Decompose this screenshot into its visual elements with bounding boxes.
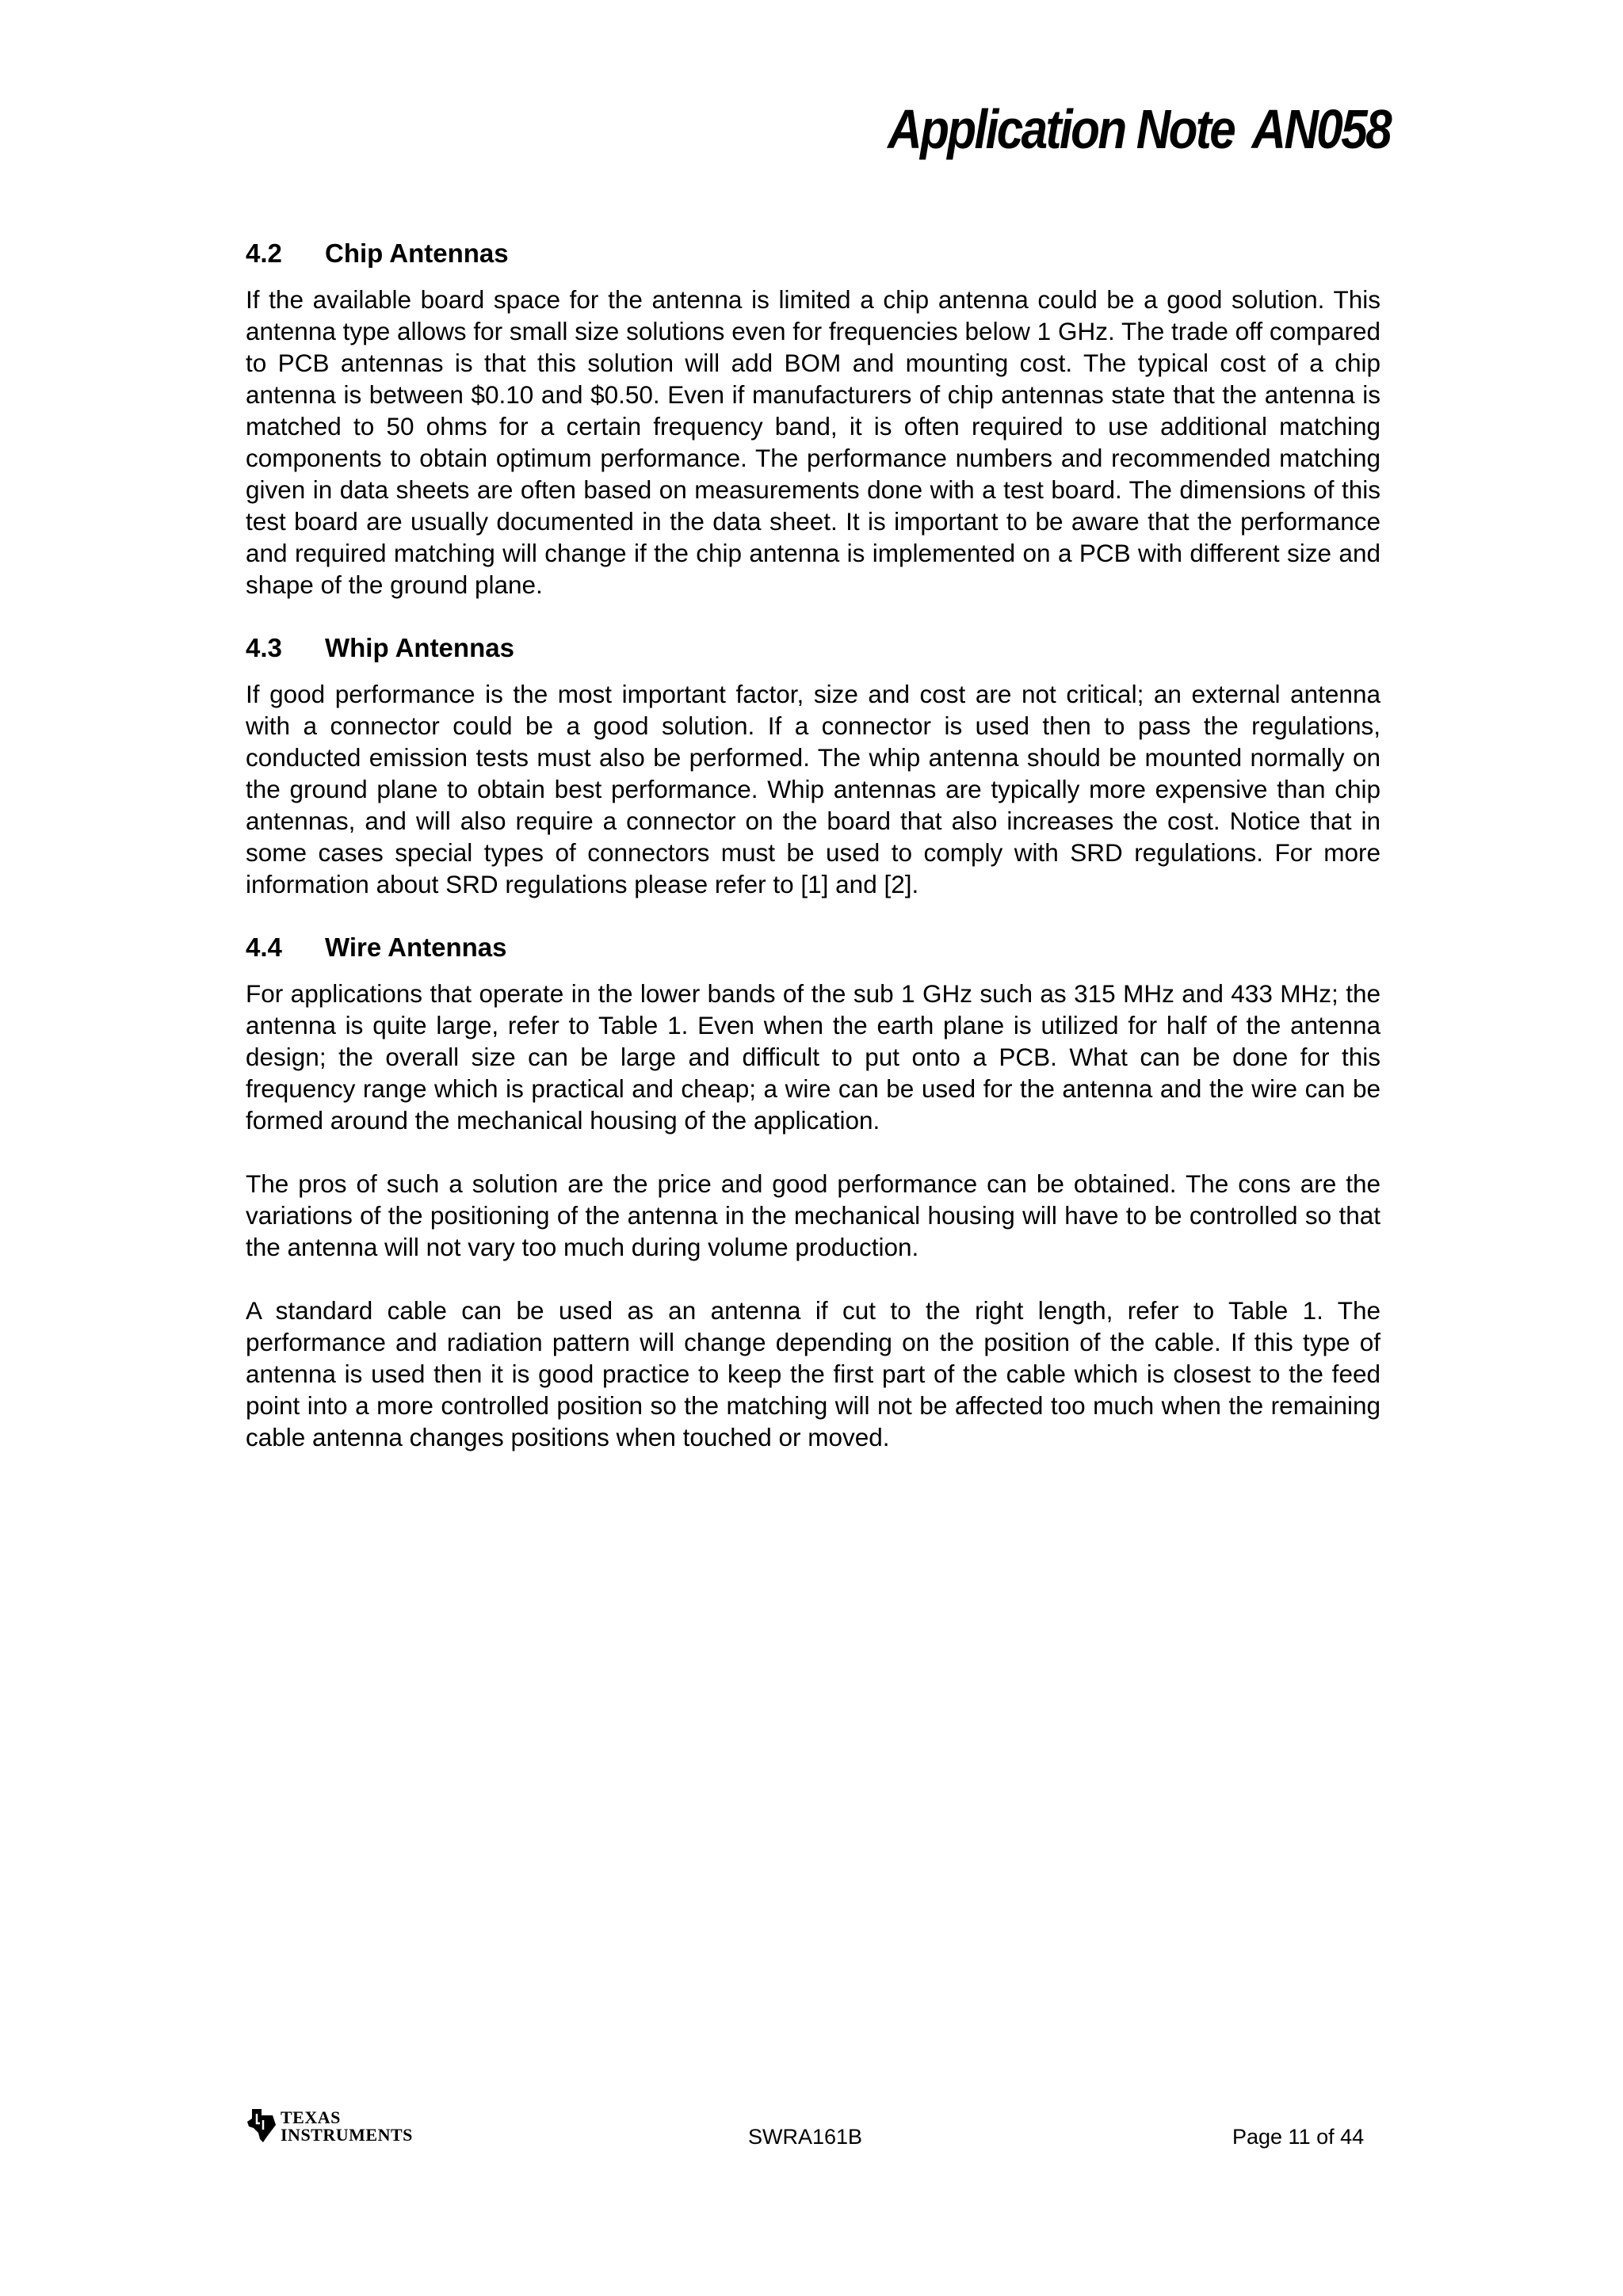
paragraph: For applications that operate in the lower bands of the sub 1 GHz such as 315 MHz and 433 MHz; the antenna is quite large, refer to Table 1. Even when the earth plane is utilized for half of the antenna design; the overall size can be large and difficult to put onto a PCB. What can be done for this frequency range which is practical and cheap; a wire can be used for the antenna and the wire can be formed around the mechanical housing of the application. xyxy=(246,979,1381,1135)
paragraph: If good performance is the most important factor, size and cost are not critical; an external antenna with a connector could be a good solution. If a connector is used then to pass the regulations, conducted emission tests must also be performed. The whip antenna should be mounted normally on the ground plane to obtain best performance. Whip antennas are typically more expensive than chip antennas, and will also require a connector on the board that also increases the cost. Notice that in some cases special types of connectors must be used to comply with SRD regulations. For more information about SRD regulations please refer to [1] and [2]. xyxy=(246,680,1381,898)
section-wire-antennas xyxy=(246,932,1381,1453)
paragraph: The pros of such a solution are the price and good performance can be obtained. The cons are the variations of the positioning of the antenna in the mechanical housing will have to be controlled so that the antenna will not vary too much during volume production. xyxy=(246,1169,1381,1261)
section-title: Wire Antennas xyxy=(325,933,507,962)
section-title: Whip Antennas xyxy=(325,633,514,662)
logo-wordmark xyxy=(281,2109,413,2144)
document-id: SWRA161B xyxy=(748,2125,863,2149)
section-number: 4.3 xyxy=(246,633,282,662)
texas-state-icon xyxy=(246,2107,277,2144)
section-chip-antennas xyxy=(246,238,1381,601)
section-number: 4.4 xyxy=(246,933,282,962)
texas-instruments-logo xyxy=(246,2107,413,2144)
section-heading xyxy=(246,238,1381,269)
title-application-note: Application Note xyxy=(888,98,1235,160)
section-number: 4.2 xyxy=(246,238,282,268)
document-body xyxy=(246,238,1381,1485)
logo-text-line1: TEXAS xyxy=(281,2107,341,2127)
page-number: Page 11 of 44 xyxy=(1232,2125,1365,2149)
document-title xyxy=(888,98,1390,160)
section-heading xyxy=(246,932,1381,963)
paragraph: If the available board space for the antenna is limited a chip antenna could be a good solution. This antenna type allows for small size solutions even for frequencies below 1 GHz. The trade off compared to PCB antennas is that this solution will add BOM and mounting cost. The typical cost of a chip antenna is between $0.10 and $0.50. Even if manufacturers of chip antennas state that the antenna is matched to 50 ohms for a certain frequency band, it is often required to use additional matching components to obtain optimum performance. The performance numbers and recommended matching given in data sheets are often based on measurements done with a test board. The dimensions of this test board are usually documented in the data sheet. It is important to be aware that the performance and required matching will change if the chip antenna is implemented on a PCB with different size and shape of the ground plane. xyxy=(246,285,1381,599)
page-footer xyxy=(0,2107,1623,2155)
section-title: Chip Antennas xyxy=(325,238,509,268)
paragraph: A standard cable can be used as an antenna if cut to the right length, refer to Table 1. The performance and radiation pattern will change depending on the position of the cable. If this type of antenna is used then it is good practice to keep the first part of the cable which is closest to the feed point into a more controlled position so the matching will not be affected too much when the remaining cable antenna changes positions when touched or moved. xyxy=(246,1296,1381,1451)
logo-text-line2: INSTRUMENTS xyxy=(281,2125,413,2145)
title-note-number: AN058 xyxy=(1251,98,1390,160)
section-whip-antennas xyxy=(246,632,1381,900)
section-heading xyxy=(246,632,1381,664)
